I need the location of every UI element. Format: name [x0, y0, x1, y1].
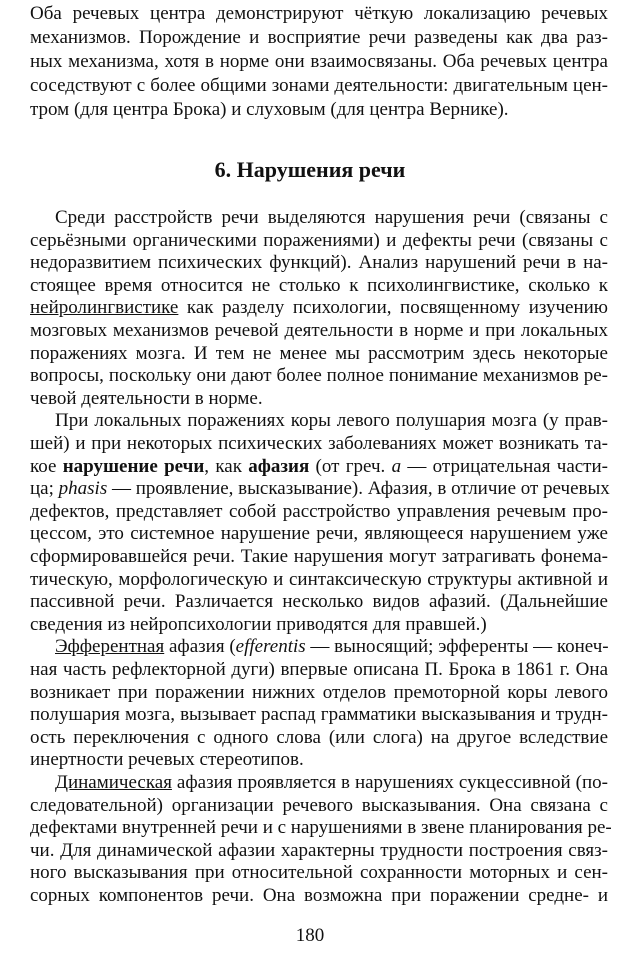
underlined-term: нейролингвистике: [30, 297, 179, 318]
text-line: [30, 681, 608, 705]
text-segment: полушария мозга, вызывает распад грамматики высказывания и трудн-: [30, 704, 608, 725]
text-line: [30, 319, 608, 343]
text-line: [30, 590, 608, 614]
text-segment: — отрицательная части-: [401, 456, 608, 477]
text-line: [30, 545, 608, 569]
text-segment: сорных компонентов речи. Она возможна при поражении средне- и: [30, 885, 608, 906]
text-line: [30, 726, 608, 750]
text-line: [30, 342, 608, 366]
text-line: [30, 884, 608, 908]
text-segment: как разделу психологии, посвященному изучению: [178, 297, 608, 318]
text-line: [30, 432, 608, 456]
underlined-term: Динамическая: [55, 772, 172, 793]
text-line: [30, 364, 608, 388]
text-segment: следовательной) организации речевого высказывания. Она связана с: [30, 795, 608, 816]
bold-term: афазия: [248, 456, 310, 477]
text-segment: При локальных поражениях коры левого полушария мозга (у прав-: [55, 410, 608, 431]
text-line: [30, 522, 608, 546]
text-line: [30, 74, 608, 98]
text-line: [55, 206, 608, 230]
page-number: 180: [295, 925, 325, 946]
text-line: [30, 251, 608, 275]
text-segment: тром (для центра Брока) и слуховым (для центра Вернике).: [30, 99, 509, 120]
text-line: [30, 387, 608, 411]
text-line: [55, 771, 608, 795]
italic-term: efferentis: [235, 636, 306, 657]
text-line: [30, 500, 608, 524]
text-line: [30, 50, 608, 74]
text-line: [30, 568, 608, 592]
text-line: [30, 703, 608, 727]
text-segment: ца;: [30, 478, 59, 499]
text-segment: афазия (: [164, 636, 236, 657]
text-segment: Оба речевых центра демонстрируют чёткую локализацию речевых: [30, 3, 608, 24]
text-line: [30, 274, 608, 298]
text-segment: инертности речевых стереотипов.: [30, 749, 304, 770]
text-line: [30, 613, 608, 637]
text-line: [30, 477, 608, 501]
text-segment: кое: [30, 456, 63, 477]
text-line: [55, 635, 608, 659]
text-segment: — проявление, высказывание). Афазия, в отличие от речевых: [107, 478, 610, 499]
text-segment: пассивной речи. Различается несколько видов афазий. (Дальнейшие: [30, 591, 608, 612]
text-segment: сведения из нейропсихологии приводятся для правшей.): [30, 614, 487, 635]
text-segment: вопросы, поскольку они дают более полное понимание механизмов ре-: [30, 365, 608, 386]
text-segment: недоразвитием психических функций). Анализ нарушений речи в на-: [30, 252, 608, 273]
text-line: [30, 296, 608, 320]
underlined-term: Эфферентная: [55, 636, 165, 657]
text-segment: ных механизма, хотя в норме они взаимосвязаны. Оба речевых центра: [30, 51, 608, 72]
text-segment: ная часть рефлекторной дуги) впервые описана П. Брока в 1861 г. Она: [30, 659, 608, 680]
text-segment: Среди расстройств речи выделяются нарушения речи (связаны с: [55, 207, 608, 228]
text-segment: чевой деятельности в норме.: [30, 388, 263, 409]
text-segment: дефектами внутренней речи и с нарушениями в звене планирования ре-: [30, 817, 612, 838]
text-line: [30, 748, 608, 772]
text-segment: сформировавшейся речи. Такие нарушения могут затрагивать фонема-: [30, 546, 608, 567]
italic-term: a: [391, 456, 402, 477]
italic-term: phasis: [58, 478, 108, 499]
text-line: [30, 98, 608, 122]
text-segment: тическую, морфологическую и синтаксическую структуры активной и: [30, 569, 608, 590]
text-segment: стоящее время относится не столько к психолингвистике, сколько к: [30, 275, 608, 296]
text-segment: — выносящий; эфференты — конеч-: [305, 636, 609, 657]
text-segment: шей) и при некоторых психических заболеваниях может возникать та-: [30, 433, 608, 454]
text-segment: дефектов, представляет собой расстройство управления речевым про-: [30, 501, 608, 522]
text-segment: афазия проявляется в нарушениях сукцессивной (по-: [171, 772, 608, 793]
text-line: [30, 794, 608, 818]
text-segment: ость переключения с одного слова (или слога) на другое вследствие: [30, 727, 608, 748]
bold-term: нарушение речи: [62, 456, 205, 477]
text-line: [30, 229, 608, 253]
text-segment: серьёзными органическими поражениями) и дефекты речи (связаны с: [30, 230, 608, 251]
text-line: [30, 839, 608, 863]
text-segment: соседствуют с более общими зонами деятельности: двигательным цен-: [30, 75, 608, 96]
text-line: [30, 861, 608, 885]
text-segment: мозговых механизмов речевой деятельности в норме и при локальных: [30, 320, 608, 341]
text-segment: (от греч.: [309, 456, 392, 477]
text-line: [30, 455, 608, 479]
section-heading: 6. Нарушения речи: [214, 157, 406, 182]
text-segment: ного высказывания при относительной сохранности моторных и сен-: [30, 862, 608, 883]
text-line: [30, 816, 612, 840]
text-segment: чи. Для динамической афазии характерны трудности построения связ-: [30, 840, 608, 861]
text-segment: цессом, это системное нарушение речи, являющееся нарушением уже: [30, 523, 608, 544]
text-line: [30, 26, 608, 50]
text-segment: механизмов. Порождение и восприятие речи разведены как два раз-: [30, 27, 608, 48]
text-line: [55, 409, 608, 433]
text-line: [30, 2, 608, 26]
text-segment: поражениях мозга. И тем не менее мы рассмотрим здесь некоторые: [30, 343, 608, 364]
text-line: [30, 658, 608, 682]
text-segment: возникает при поражении нижних отделов премоторной коры левого: [30, 682, 608, 703]
text-segment: , как: [204, 456, 249, 477]
